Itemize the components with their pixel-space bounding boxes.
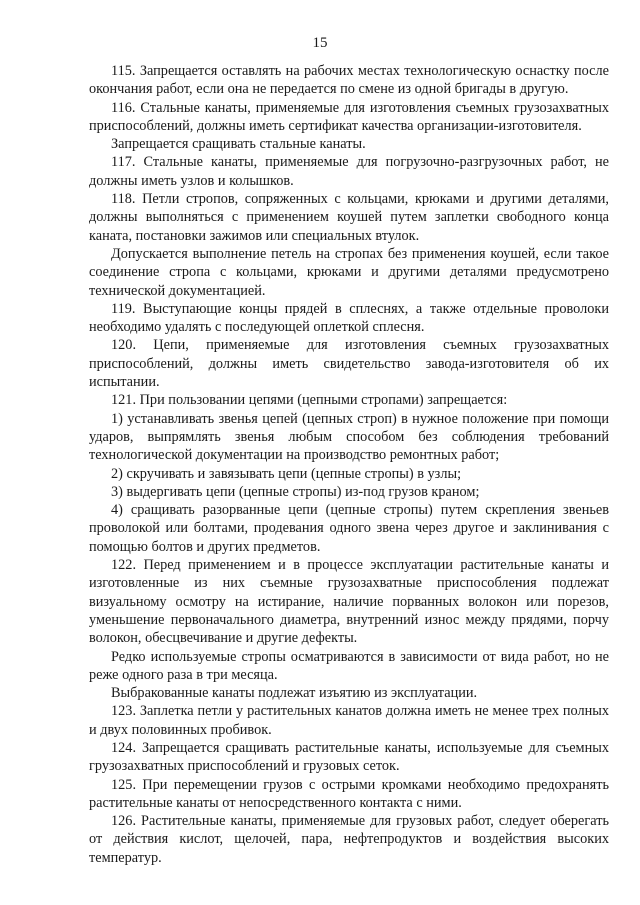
- paragraph-117: 117. Стальные канаты, применяемые для погрузочно-разгрузочных работ, не должны иметь узлов и колышков.: [89, 154, 609, 189]
- paragraph-121-item-4: 4) сращивать разорванные цепи (цепные стропы) путем скрепления звеньев проволокой или болтами, продевания одного звена через другое и заклинивания с помощью болтов и других предметов.: [89, 502, 609, 555]
- paragraph-120: 120. Цепи, применяемые для изготовления съемных грузозахватных приспособлений, должны иметь свидетельство завода-изготовителя об их испытании.: [89, 337, 609, 391]
- paragraph-119: 119. Выступающие концы прядей в сплеснях, а также отдельные проволоки необходимо удалять с последующей оплеткой сплесня.: [89, 300, 609, 336]
- paragraph-116: 116. Стальные канаты, применяемые для изготовления съемных грузозахватных приспособлений, должны иметь сертификат качества организации-изготовителя.: [89, 99, 609, 134]
- paragraph-123: 123. Заплетка петли у растительных канатов должна иметь не менее трех полных и двух половинных пробивок.: [89, 703, 609, 738]
- page-number: 15: [312, 35, 328, 51]
- paragraph-122-note-1: Редко используемые стропы осматриваются в зависимости от вида работ, но не реже одного раза в три месяца.: [89, 648, 609, 683]
- paragraph-115: 115. Запрещается оставлять на рабочих местах технологическую оснастку после окончания работ, если она не передается по смене из одной бригады в другую.: [89, 63, 609, 98]
- paragraph-124: 124. Запрещается сращивать растительные канаты, используемые для съемных грузозахватных приспособлений и грузовых сеток.: [89, 739, 609, 775]
- paragraph-121-item-2: 2) скручивать и завязывать цепи (цепные стропы) в узлы;: [111, 465, 462, 482]
- paragraph-126: 126. Растительные канаты, применяемые для грузовых работ, следует оберегать от действия кислот, щелочей, пара, нефтепродуктов и воздействия высоких температур.: [89, 813, 609, 866]
- paragraph-121: 121. При пользовании цепями (цепными стропами) запрещается:: [111, 392, 508, 409]
- paragraph-116-note: Запрещается сращивать стальные канаты.: [111, 136, 366, 153]
- paragraph-121-item-1: 1) устанавливать звенья цепей (цепных строп) в нужное положение при помощи ударов, выпрямлять звенья любым способом без соблюдения требований технологической документации на производство ремонтных работ;: [89, 410, 609, 464]
- paragraph-121-item-3: 3) выдергивать цепи (цепные стропы) из-под грузов краном;: [111, 483, 480, 500]
- paragraph-122: 122. Перед применением и в процессе эксплуатации растительные канаты и изготовленные из них съемные грузозахватные приспособления подлежат визуальному осмотру на истирание, наличие порванных волокон или порезов, уменьшение первоначального диаметра, внутренний износ между прядями, порчу волокон, обесцвечивание и другие дефекты.: [89, 557, 609, 647]
- document-body: [89, 62, 609, 867]
- paragraph-118-note: Допускается выполнение петель на стропах без применения коушей, если такое соединение стропа с кольцами, крюками и другими деталями предусмотрено технической документацией.: [89, 245, 609, 299]
- paragraph-122-note-2: Выбракованные канаты подлежат изъятию из эксплуатации.: [111, 685, 478, 702]
- paragraph-125: 125. При перемещении грузов с острыми кромками необходимо предохранять растительные канаты от непосредственного контакта с ними.: [89, 776, 609, 811]
- paragraph-118: 118. Петли стропов, сопряженных с кольцами, крюками и другими деталями, должны выполняться с применением коушей путем заплетки свободного конца каната, постановки зажимов или специальных втулок.: [89, 191, 609, 244]
